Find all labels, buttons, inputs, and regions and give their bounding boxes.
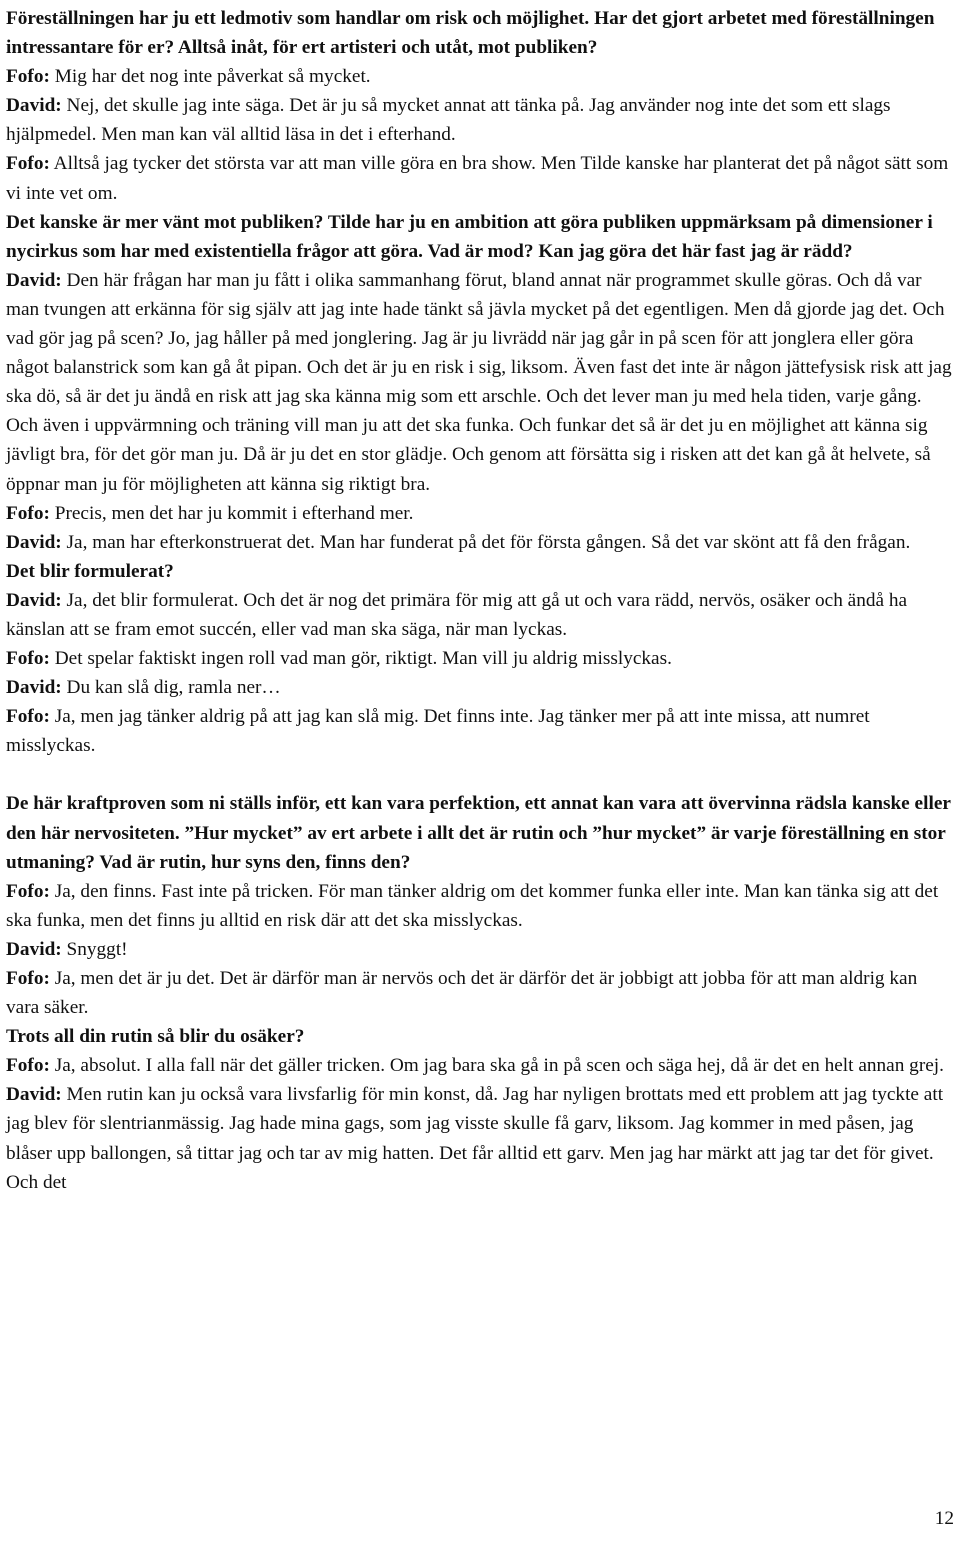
interview-answer [6,935,952,964]
answer-text: Den här frågan har man ju fått i olika sammanhang förut, bland annat när programmet skulle göras. Och då var man tvungen att erkänna för sig själv att jag inte hade tänkt så jävla mycket på det egentligen. Men då gjorde jag det. Och vad gör jag på scen? Jo, jag håller på med jonglering. Jag är ju livrädd när jag går in på scen för att jonglera eller göra något balanstrick som kan gå åt pipan. Och det är ju en risk i sig, liksom. Även fast det inte är någon jättefysisk risk att jag ska dö, så är det ju ändå en risk att jag ska känna mig som ett arschle. Och det lever man ju med hela tiden, varje gång. Och även i uppvärmning och träning vill man ju att det ska funka. Och funkar det så är det ju en möjlighet att känna sig jävligt bra, för det gör man ju. Då är ju det en stor glädje. Och genom att försätta sig i risken att det kan gå åt helvete, så öppnar man ju för möjligheten att känna sig riktigt bra. [6,269,952,495]
answer-text: Alltså jag tycker det största var att man ville göra en bra show. Men Tilde kanske har planterat det på något sätt som vi inte vet om. [6,153,949,204]
speaker-label: David: [6,95,62,117]
speaker-label: Fofo: [6,648,50,670]
interview-answer [6,877,952,935]
answer-text: Ja, absolut. I alla fall när det gäller tricken. Om jag bara ska gå in på scen och säga hej, då är det en helt annan grej. [49,1055,944,1077]
speaker-label: David: [6,531,62,553]
interview-question [6,789,952,876]
speaker-label: Fofo: [6,706,50,728]
answer-text: Ja, den finns. Fast inte på tricken. För man tänker aldrig om det kommer funka eller inte. Man kan tänka sig att det ska funka, men det finns ju alltid en risk där att det ska misslyckas. [6,880,939,931]
interview-answer [6,1080,952,1196]
interview-question [6,208,952,266]
interview-answer [6,62,952,91]
answer-text: Det spelar faktiskt ingen roll vad man gör, riktigt. Man vill ju aldrig misslyckas. [49,648,672,670]
interview-question [6,557,952,586]
interview-answer [6,91,952,149]
interview-answer [6,528,952,557]
question-text: Det kanske är mer vänt mot publiken? Tilde har ju en ambition att göra publiken uppmärksam på dimensioner i nycirkus som har med existentiella frågor att göra. Vad är mod? Kan jag göra det här fast jag är rädd? [6,211,933,262]
speaker-label: Fofo: [6,153,50,175]
interview-answer [6,149,952,207]
speaker-label: David: [6,1084,62,1106]
question-text: De här kraftproven som ni ställs inför, ett kan vara perfektion, ett annat kan vara att övervinna rädsla kanske eller den här nervositeten. ”Hur mycket” av ert arbete i allt det är rutin och ”hur mycket” är varje föreställning en stor utmaning? Vad är rutin, hur syns den, finns den? [6,793,951,873]
interview-answer [6,1051,952,1080]
interview-text [6,4,952,1197]
interview-answer [6,702,952,760]
answer-text: Ja, man har efterkonstruerat det. Man har funderat på det för första gången. Så det var skönt att få den frågan. [61,531,911,553]
speaker-label: David: [6,589,62,611]
speaker-label: Fofo: [6,1055,50,1077]
speaker-label: David: [6,269,62,291]
question-text: Det blir formulerat? [6,560,174,582]
paragraph-spacer [6,760,952,789]
speaker-label: David: [6,677,62,699]
answer-text: Ja, det blir formulerat. Och det är nog det primära för mig att gå ut och vara rädd, nervös, osäker och ändå ha känslan att se fram emot succén, eller vad man ska säga, när man lyckas. [6,589,908,640]
interview-answer [6,964,952,1022]
interview-answer [6,499,952,528]
interview-answer [6,266,952,499]
answer-text: Men rutin kan ju också vara livsfarlig för min konst, då. Jag har nyligen brottats med ett problem att jag tyckte att jag blev för slentrianmässig. Jag hade mina gags, som jag visste skulle få garv, liksom. Jag kommer in med påsen, jag blåser upp ballongen, så tittar jag och tar av mig hatten. Det får alltid ett garv. Men jag har märkt att jag tar det för givet. Och det [6,1084,944,1193]
answer-text: Nej, det skulle jag inte säga. Det är ju så mycket annat att tänka på. Jag använder nog inte det som ett slags hjälpmedel. Men man kan väl alltid läsa in det i efterhand. [6,95,891,146]
speaker-label: Fofo: [6,968,50,989]
interview-question [6,4,952,62]
speaker-label: David: [6,938,62,960]
interview-question [6,1022,952,1051]
speaker-label: Fofo: [6,880,50,902]
answer-text: Ja, men jag tänker aldrig på att jag kan slå mig. Det finns inte. Jag tänker mer på att inte missa, att numret misslyckas. [6,706,870,757]
answer-text: Ja, men det är ju det. Det är därför man är nervös och det är därför det är jobbigt att jobba för att man aldrig kan vara säker. [6,968,918,1019]
answer-text: Mig har det nog inte påverkat så mycket. [49,66,371,88]
interview-answer [6,673,952,702]
speaker-label: Fofo: [6,66,50,88]
interview-answer [6,644,952,673]
answer-text: Snyggt! [61,938,128,960]
answer-text: Du kan slå dig, ramla ner… [61,677,281,699]
interview-answer [6,586,952,644]
question-text: Föreställningen har ju ett ledmotiv som handlar om risk och möjlighet. Har det gjort arbetet med föreställningen intressantare för er? Alltså inåt, för ert artisteri och utåt, mot publiken? [6,8,935,59]
speaker-label: Fofo: [6,502,50,524]
question-text: Trots all din rutin så blir du osäker? [6,1026,305,1048]
answer-text: Precis, men det har ju kommit i efterhand mer. [49,502,414,524]
page-number: 12 [934,1508,954,1529]
